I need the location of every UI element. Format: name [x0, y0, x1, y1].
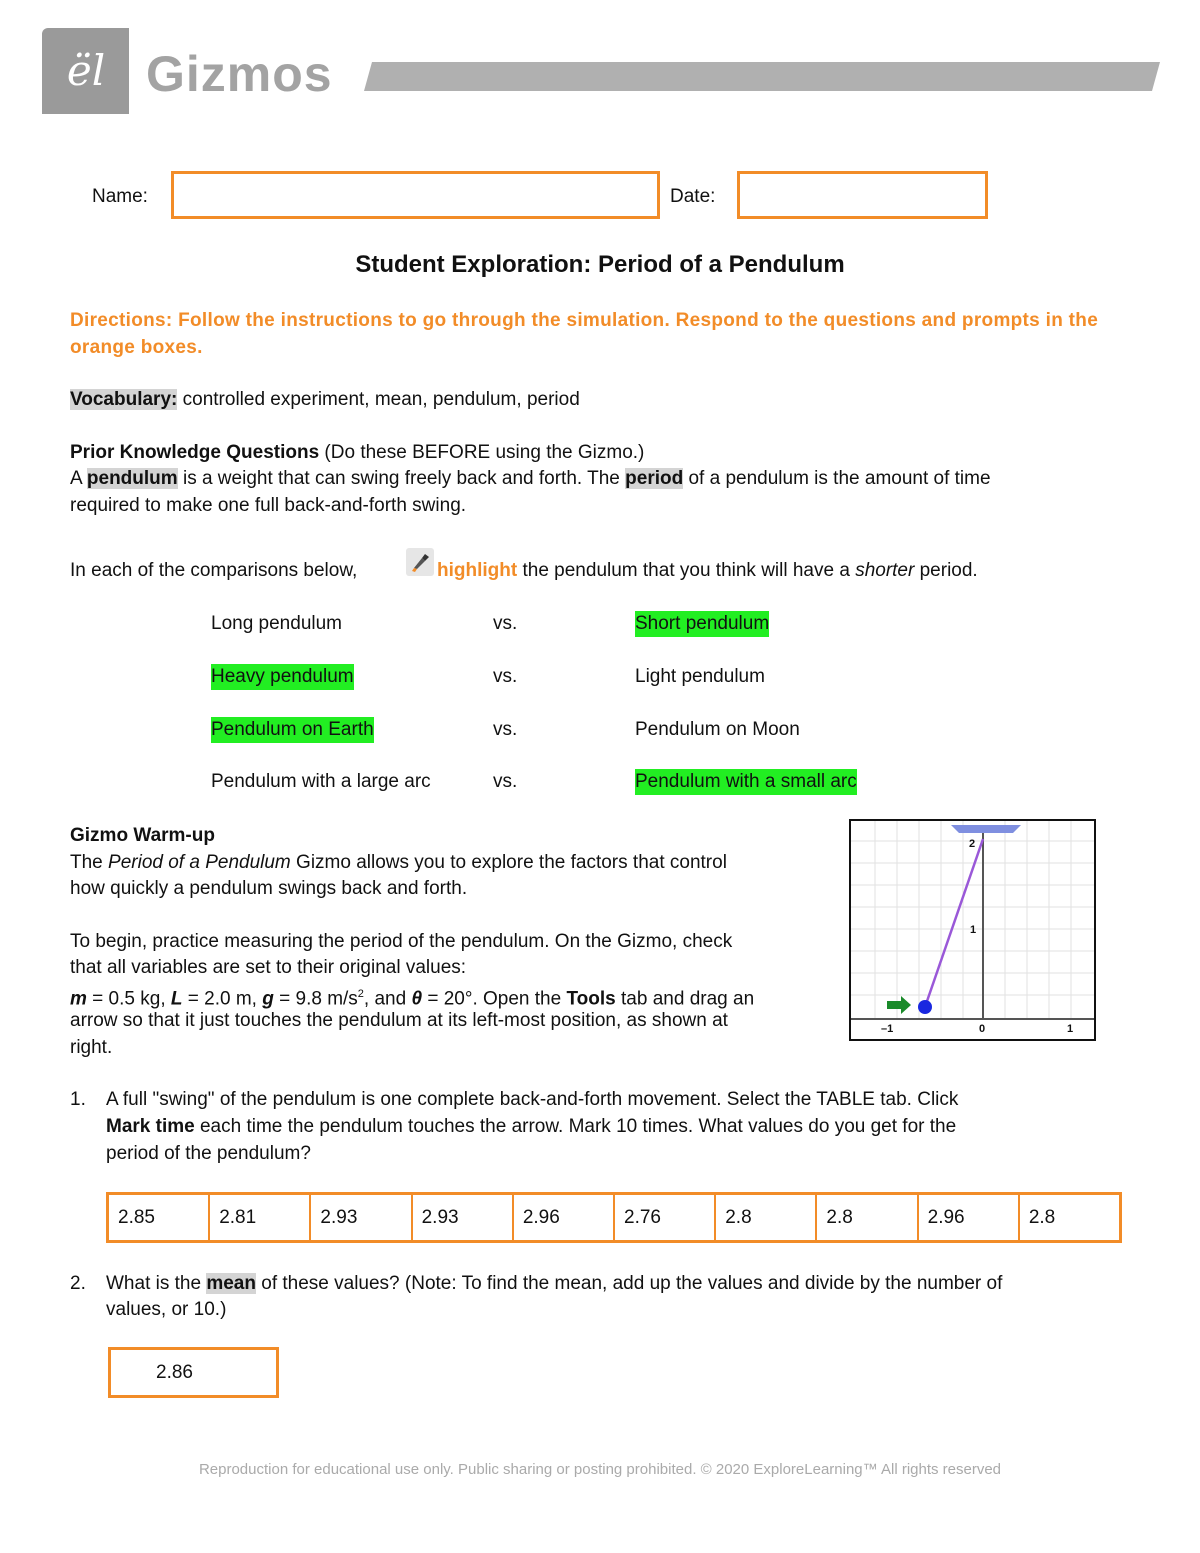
q1-answer-cell[interactable]: 2.96 — [514, 1195, 615, 1240]
vocabulary-label: Vocabulary: — [70, 389, 178, 410]
mark-time-label: Mark time — [106, 1116, 195, 1137]
text-span: is a weight that can swing freely back and forth. The — [177, 468, 626, 489]
comparisons-intro-cont — [437, 558, 1137, 584]
comparison-1-left[interactable]: Long pendulum — [211, 613, 342, 634]
text-span: , and — [363, 988, 412, 1010]
vocabulary-text: controlled experiment, mean, pendulum, period — [177, 389, 580, 410]
q1-answer-cell[interactable]: 2.93 — [413, 1195, 514, 1240]
q2-answer-field[interactable]: 2.86 — [108, 1347, 279, 1398]
gizmo-name: Period of a Pendulum — [108, 852, 291, 873]
highlighter-icon — [406, 548, 434, 576]
gizmo-x-label-neg1: –1 — [881, 1023, 894, 1035]
q1-answer-cell[interactable]: 2.85 — [109, 1195, 210, 1240]
date-label: Date: — [670, 186, 716, 207]
q1-line1: A full "swing" of the pendulum is one complete back-and-forth movement. Select the TABLE tab. Click — [106, 1089, 959, 1110]
q1-answer-cell[interactable]: 2.8 — [1028, 1207, 1056, 1228]
comparison-3-right[interactable]: Pendulum on Moon — [635, 719, 800, 740]
text-span: = 2.0 m, — [182, 988, 263, 1010]
superscript: 2 — [357, 988, 364, 1000]
explorelearning-logo-icon: ël — [66, 46, 106, 95]
warmup-line4: that all variables are set to their original values: — [70, 957, 467, 978]
q1-line2 — [106, 1114, 1136, 1140]
q1-answer-cell[interactable]: 2.8 — [817, 1195, 918, 1240]
prior-paragraph-line2: required to make one full back-and-forth swing. — [70, 495, 467, 516]
text-span: each time the pendulum touches the arrow. Mark 10 times. What values do you get for the — [194, 1116, 957, 1137]
warmup-line3: To begin, practice measuring the period of the pendulum. On the Gizmo, check — [70, 931, 733, 952]
comparison-3-vs: vs. — [493, 719, 518, 740]
prior-knowledge-heading — [70, 440, 1130, 466]
comparison-4-right[interactable]: Pendulum with a small arc — [635, 769, 857, 795]
var-m: m — [70, 988, 87, 1010]
text-span: The — [70, 852, 109, 873]
comparison-3-left[interactable]: Pendulum on Earth — [211, 717, 374, 743]
comparison-1-vs: vs. — [493, 613, 518, 634]
comparison-2-vs: vs. — [493, 666, 518, 687]
warmup-heading: Gizmo Warm-up — [70, 825, 215, 846]
q1-answer-cell[interactable]: 2.81 — [210, 1195, 311, 1240]
q1-number: 1. — [70, 1089, 86, 1110]
warmup-line1 — [70, 850, 840, 876]
gizmo-y-label-2: 2 — [969, 838, 976, 850]
comparison-2-right[interactable]: Light pendulum — [635, 666, 765, 687]
q1-answer-row — [106, 1192, 1122, 1243]
comparison-1-right[interactable]: Short pendulum — [635, 611, 769, 637]
q1-line3: period of the pendulum? — [106, 1143, 311, 1164]
vocabulary — [70, 387, 1130, 413]
tools-word: Tools — [566, 988, 616, 1010]
q2-line2: values, or 10.) — [106, 1299, 227, 1320]
gizmo-x-label-0: 0 — [979, 1023, 986, 1035]
text-span: A — [70, 468, 87, 489]
prior-heading-note: (Do these BEFORE using the Gizmo.) — [319, 442, 645, 463]
var-L: L — [170, 988, 183, 1010]
comparison-2-left[interactable]: Heavy pendulum — [211, 664, 354, 690]
var-g: g — [262, 988, 274, 1010]
text-span: = 0.5 kg, — [86, 988, 171, 1010]
text-span: period. — [914, 560, 978, 581]
term-mean: mean — [206, 1273, 256, 1294]
prior-paragraph-line1 — [70, 466, 1130, 492]
text-span: of these values? (Note: To find the mean, add up the values and divide by the number of — [255, 1273, 1003, 1294]
shorter-word: shorter — [855, 560, 915, 581]
name-label: Name: — [92, 186, 148, 207]
gizmo-screenshot — [849, 819, 1096, 1041]
warmup-line6: arrow so that it just touches the pendulum at its left-most position, as shown at — [70, 1010, 728, 1031]
q1-answer-cell[interactable]: 2.8 — [716, 1195, 817, 1240]
q1-answer-cell[interactable]: 2.96 — [919, 1195, 1020, 1240]
comparison-4-vs: vs. — [493, 771, 518, 792]
directions: Directions: Follow the instructions to go through the simulation. Respond to the questions and prompts in the orange boxes. — [70, 310, 1099, 358]
footer-notice: Reproduction for educational use only. Public sharing or posting prohibited. © 2020 ExploreLearning™ All rights reserved — [198, 1461, 1002, 1478]
term-period: period — [625, 468, 684, 489]
q1-answer-cell[interactable]: 2.76 — [615, 1195, 716, 1240]
name-field[interactable] — [171, 171, 660, 219]
header-bar — [364, 62, 1160, 91]
date-field[interactable] — [737, 171, 988, 219]
gizmo-y-label-1: 1 — [970, 924, 977, 936]
q1-answer-cell[interactable]: 2.93 — [311, 1195, 412, 1240]
gizmo-x-label-1: 1 — [1067, 1023, 1074, 1035]
q2-line1 — [106, 1271, 1136, 1297]
var-theta: θ — [411, 988, 423, 1010]
comparisons-intro: In each of the comparisons below, — [70, 560, 358, 581]
warmup-line7: right. — [70, 1037, 113, 1058]
text-span: tab and drag an — [615, 988, 755, 1010]
highlight-word: highlight — [437, 560, 518, 581]
warmup-line2: how quickly a pendulum swings back and forth. — [70, 878, 468, 899]
brand-name: Gizmos — [146, 46, 333, 102]
text-span: What is the — [106, 1273, 207, 1294]
text-span: = 9.8 m/s — [273, 988, 358, 1010]
page-title: Student Exploration: Period of a Pendulum — [355, 251, 845, 278]
text-span: of a pendulum is the amount of time — [683, 468, 991, 489]
text-span: = 20°. Open the — [422, 988, 567, 1010]
q2-number: 2. — [70, 1273, 86, 1294]
text-span: Gizmo allows you to explore the factors that control — [290, 852, 727, 873]
prior-heading: Prior Knowledge Questions — [70, 442, 320, 463]
comparison-4-left[interactable]: Pendulum with a large arc — [211, 771, 431, 792]
term-pendulum: pendulum — [86, 468, 178, 489]
text-span: the pendulum that you think will have a — [517, 560, 856, 581]
